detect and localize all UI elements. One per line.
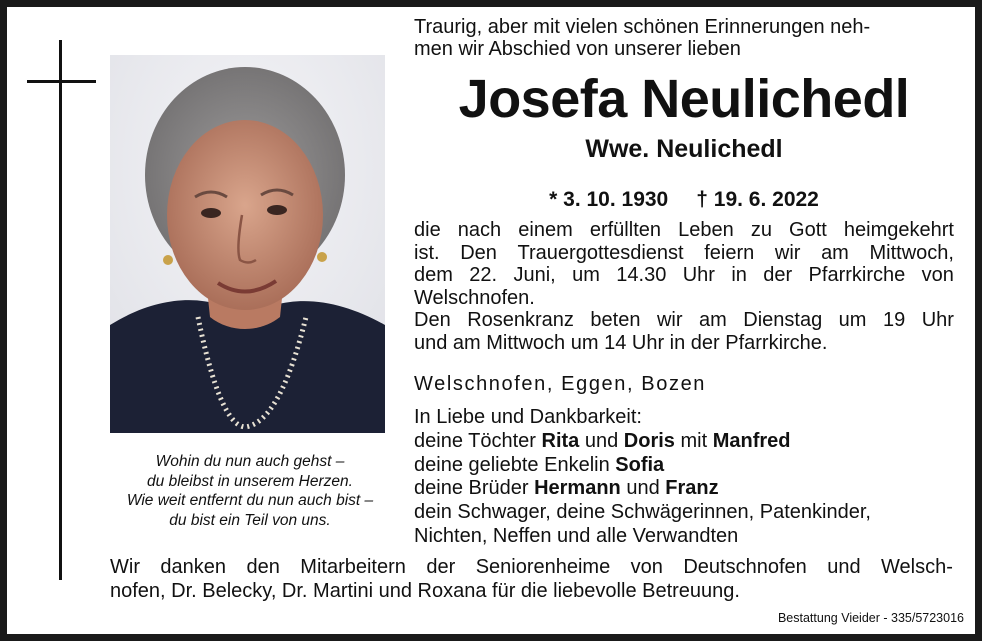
mourners-line: Nichten, Neffen und alle Verwandten	[414, 524, 739, 547]
text-word: der	[763, 264, 793, 287]
text-word: Wir	[110, 556, 140, 578]
text-word: um	[572, 264, 600, 287]
funeral-home-contact: Bestattung Vieider - 335/5723016	[777, 611, 964, 625]
text-word: Gott	[789, 219, 827, 241]
text-word: Leben	[678, 219, 734, 241]
text-word: Uhr	[921, 309, 954, 332]
text-word: 22.	[469, 264, 498, 287]
text-word: 19	[882, 309, 906, 332]
text-word: dem	[414, 264, 453, 287]
text-word: Den	[414, 309, 451, 332]
text-word: wir	[774, 241, 801, 264]
text-word: Welsch-	[881, 556, 953, 578]
text-line	[110, 555, 953, 579]
text-line	[110, 579, 953, 603]
announcement-text	[414, 219, 954, 355]
intro-text	[414, 16, 870, 60]
intro-line: men wir Abschied von unserer lieben	[414, 38, 741, 60]
text-word: von	[921, 264, 954, 287]
text-word: zu	[750, 219, 772, 241]
text-line	[414, 219, 954, 242]
text-word: Juni,	[513, 264, 556, 287]
text-word: um	[838, 309, 867, 332]
text-word: Trauergottesdienst	[517, 241, 684, 264]
cross-icon	[59, 40, 62, 580]
text-word: nofen, Dr. Belecky, Dr. Martini und Roxana für die liebevolle Betreuung.	[110, 580, 740, 602]
text-word: und	[827, 556, 861, 578]
text-line	[414, 242, 954, 265]
mourners-heading: In Liebe und Dankbarkeit:	[414, 406, 642, 428]
text-line	[414, 287, 954, 310]
text-word: Deutschnofen	[683, 556, 807, 578]
widow-name: Wwe. Neulichedl	[585, 135, 783, 163]
mourners-line: deine Töchter Rita und Doris mit Manfred	[414, 429, 791, 452]
deceased-name: Josefa Neulichedl	[458, 69, 910, 129]
life-dates	[414, 187, 954, 213]
text-word: beten	[590, 309, 641, 332]
poem-line: Wie weit entfernt du nun auch bist –	[126, 492, 374, 509]
text-line	[414, 309, 954, 332]
text-word: Den	[460, 241, 497, 264]
text-line	[414, 264, 954, 287]
text-word: danken	[160, 556, 227, 578]
text-word: heimgekehrt	[843, 219, 954, 241]
text-word: wir	[656, 309, 683, 332]
text-word: der	[426, 556, 456, 578]
mourners-line: deine geliebte Enkelin Sofia	[414, 453, 665, 476]
text-word: den	[246, 556, 280, 578]
text-word: von	[630, 556, 663, 578]
text-word: die	[414, 219, 441, 241]
cross-icon-bar	[27, 80, 96, 83]
place-list: Welschnofen, Eggen, Bozen	[414, 373, 707, 395]
text-word: feiern	[704, 241, 755, 264]
text-word: nach	[457, 219, 502, 241]
text-word: Pfarrkirche	[808, 264, 906, 287]
portrait-photo	[110, 55, 385, 433]
poem-line: du bleibst in unserem Herzen.	[147, 472, 353, 490]
thanks-text	[110, 555, 953, 603]
birth-date: * 3. 10. 1930	[549, 188, 669, 211]
text-word: erfüllten	[589, 219, 661, 241]
mourners-list	[414, 406, 954, 549]
text-word: Dienstag	[743, 309, 823, 332]
mourners-line: deine Brüder Hermann und Franz	[414, 477, 719, 500]
text-word: Seniorenheime	[475, 556, 611, 578]
text-word: und am Mittwoch um 14 Uhr in der Pfarrkirche.	[414, 331, 828, 354]
text-word: Mittwoch,	[869, 241, 954, 264]
text-word: am	[821, 241, 849, 264]
poem-line: Wohin du nun auch gehst –	[155, 453, 345, 470]
mourners-line: dein Schwager, deine Schwägerinnen, Patenkinder,	[414, 501, 871, 524]
text-word: einem	[518, 219, 573, 241]
poem-line: du bist ein Teil von uns.	[169, 511, 331, 529]
death-date: † 19. 6. 2022	[696, 188, 819, 211]
text-word: Uhr	[682, 264, 715, 287]
text-word: am	[698, 309, 727, 332]
intro-line: Traurig, aber mit vielen schönen Erinnerungen neh-	[414, 16, 871, 38]
text-line	[414, 332, 954, 355]
text-word: 14.30	[616, 264, 667, 287]
text-word: Mitarbeitern	[300, 556, 406, 578]
text-word: ist.	[414, 241, 440, 264]
text-word: Rosenkranz	[467, 309, 574, 332]
text-word: in	[731, 264, 747, 287]
poem	[100, 452, 400, 530]
text-word: Welschnofen.	[414, 286, 535, 309]
